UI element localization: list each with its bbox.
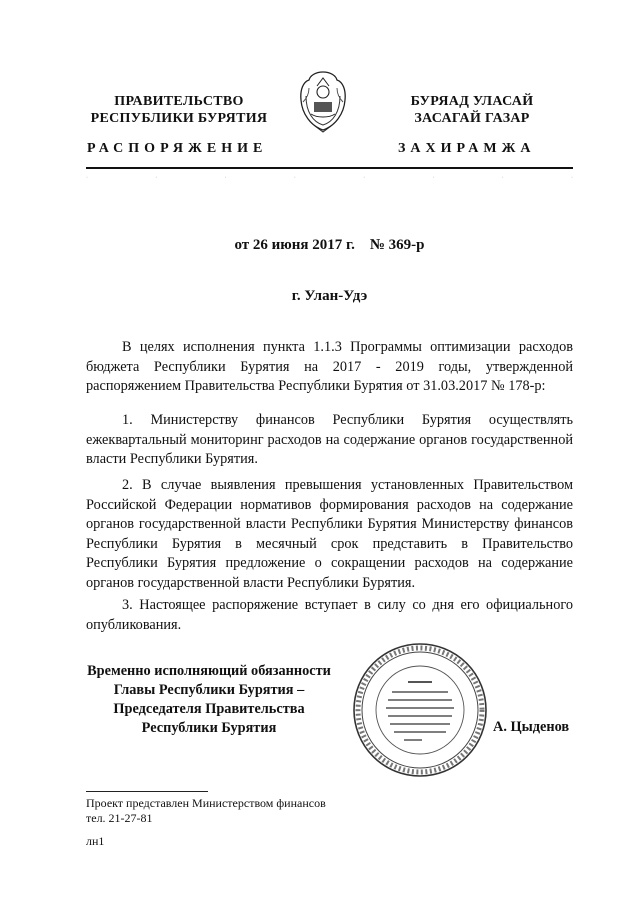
doc-type-right: ЗАХИРАМЖА: [398, 141, 536, 156]
footer-phone: тел. 21-27-81: [86, 811, 153, 825]
signatory-name: А. Цыденов: [493, 719, 570, 735]
paragraph-item-1: 1. Министерству финансов Республики Бурятия осуществлять ежеквартальный мониторинг расходов на содержание органов государственной власти Республики Бурятия.: [86, 412, 573, 467]
date-number: от 26 июня 2017 г. № 369-р: [234, 237, 425, 253]
footer-code: лн1: [86, 834, 105, 848]
paragraph-preamble: В целях исполнения пункта 1.1.3 Программы оптимизации расходов бюджета Республики Бурятия на 2017 - 2019 годы, утвержденной распоряжением Правительства Республики Бурятия от 31.03.2017 № 178-р:: [86, 339, 573, 394]
city: г. Улан-Удэ: [291, 288, 368, 304]
header-right-line2: ЗАСАГАЙ ГАЗАР: [414, 111, 530, 126]
coat-of-arms-emblem: [297, 68, 349, 134]
official-seal-stamp: [350, 640, 490, 780]
paragraph-item-3: 3. Настоящее распоряжение вступает в силу со дня его официального опубликования.: [86, 597, 573, 633]
header-right: [372, 93, 572, 127]
signature-title-line4: Республики Бурятия: [141, 720, 277, 736]
signature-title-line1: Временно исполняющий обязанности: [87, 663, 331, 679]
footer-project-note: Проект представлен Министерством финансов: [86, 796, 326, 810]
signature-title-line3: Председателя Правительства: [113, 701, 305, 717]
header-left-line2: РЕСПУБЛИКИ БУРЯТИЯ: [90, 111, 268, 126]
signature-title-line2: Главы Республики Бурятия –: [113, 682, 305, 698]
header-dotted-line: · · · · · · · ·: [86, 175, 573, 181]
header-left-line1: ПРАВИТЕЛЬСТВО: [114, 94, 244, 109]
doc-type-left: РАСПОРЯЖЕНИЕ: [87, 141, 268, 156]
header-divider: [86, 167, 573, 169]
footer-divider: [86, 791, 208, 792]
paragraph-item-2: 2. В случае выявления превышения установленных Правительством Российской Федерации нормативов формирования расходов на содержание органов государственной власти Республики Бурятия Министерству финансов Республики Бурятия в месячный срок представить в Правительство Республики Бурятия предложение о сокращении расходов на содержание органов государственной власти Республики Бурятия.: [86, 477, 573, 591]
header-left: [80, 93, 278, 127]
header-right-line1: БУРЯАД УЛАСАЙ: [410, 94, 534, 109]
signature-title: [74, 662, 344, 738]
